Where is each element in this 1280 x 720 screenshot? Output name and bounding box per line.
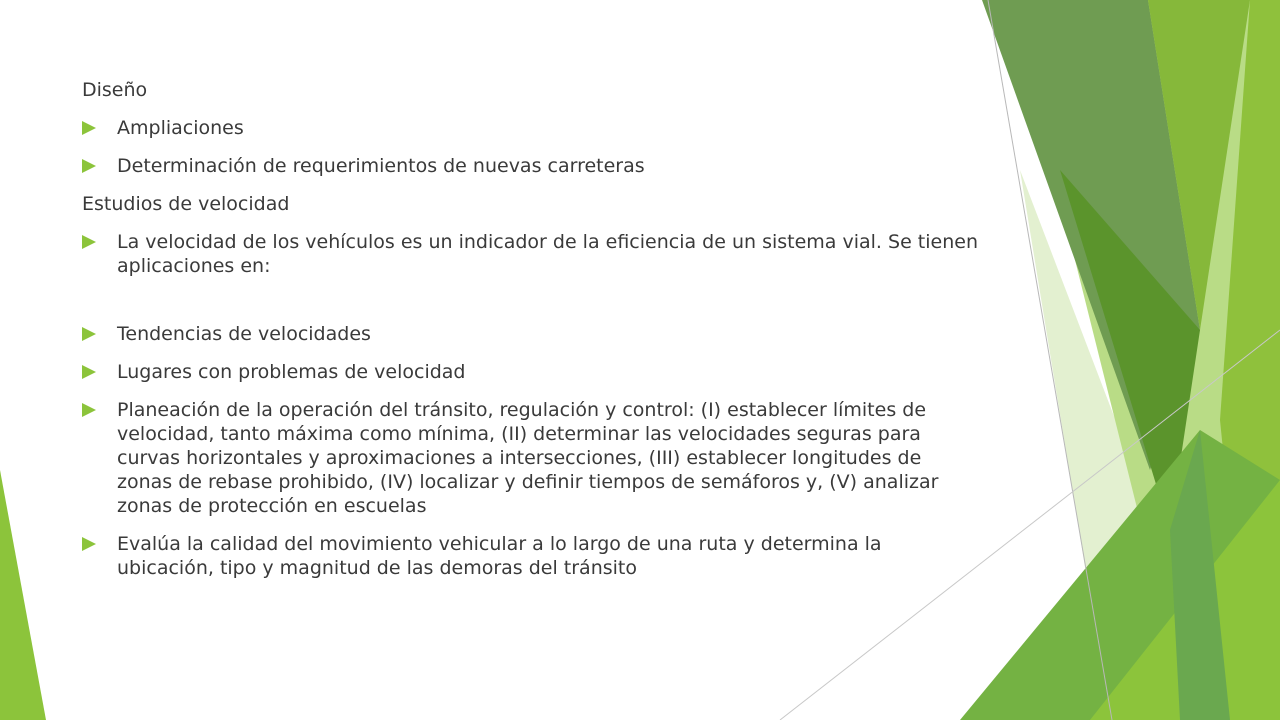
triangle-right-icon <box>82 121 96 135</box>
triangle-right-icon <box>82 537 96 551</box>
section-heading-estudios: Estudios de velocidad <box>82 193 290 215</box>
list-item <box>82 322 982 346</box>
list-item <box>82 532 982 580</box>
bullet-text: Determinación de requerimientos de nuevas carreteras <box>117 155 645 177</box>
list-item <box>82 398 982 518</box>
bullet-text: Lugares con problemas de velocidad <box>117 361 466 383</box>
bullet-text: Tendencias de velocidades <box>117 323 371 345</box>
slide-content <box>82 78 982 594</box>
triangle-right-icon <box>82 159 96 173</box>
triangle-right-icon <box>82 365 96 379</box>
section-heading-diseno: Diseño <box>82 79 148 101</box>
triangle-right-icon <box>82 235 96 249</box>
triangle-right-icon <box>82 327 96 341</box>
list-item <box>82 154 982 178</box>
left-green-shape <box>0 470 46 720</box>
list-item <box>82 360 982 384</box>
bullet-text: Ampliaciones <box>117 117 244 139</box>
triangle-right-icon <box>82 403 96 417</box>
spacer <box>82 292 982 322</box>
list-item <box>82 230 982 278</box>
list-item <box>82 116 982 140</box>
bullet-text: Evalúa la calidad del movimiento vehicular a lo largo de una ruta y determina la ubicación, tipo y magnitud de las demoras del tránsito <box>117 533 882 579</box>
bullet-text: La velocidad de los vehículos es un indicador de la eficiencia de un sistema vial. Se tienen aplicaciones en: <box>117 231 978 277</box>
bullet-text: Planeación de la operación del tránsito, regulación y control: (I) establecer límites de velocidad, tanto máxima como mínima, (II) determinar las velocidades seguras para curvas horizontales y aproximaciones a intersecciones, (III) establecer longitudes de zonas de rebase prohibido, (IV) localizar y definir tiempos de semáforos y, (V) analizar zonas de protección en escuelas <box>117 399 939 517</box>
